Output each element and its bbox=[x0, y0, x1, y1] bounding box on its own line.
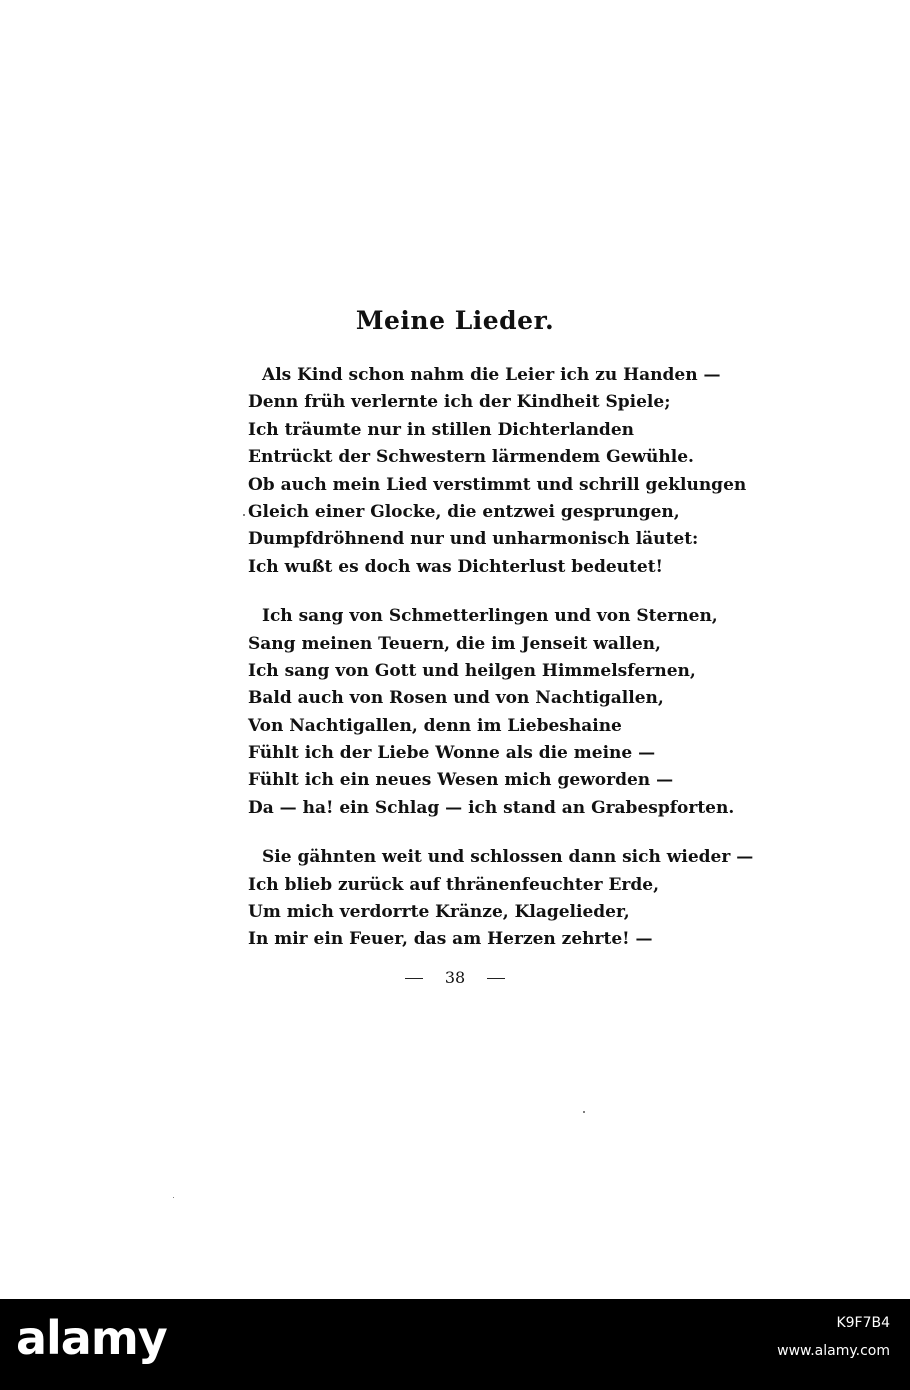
poem-line: Fühlt ich der Liebe Wonne als die meine — bbox=[248, 743, 656, 764]
poem-line: Sang meinen Teuern, die im Jenseit wallen, bbox=[248, 633, 661, 654]
page-number bbox=[0, 968, 910, 987]
scan-speck bbox=[173, 1197, 174, 1198]
poem-line: Ich sang von Gott und heilgen Himmelsfernen, bbox=[248, 660, 696, 681]
poem-line: In mir ein Feuer, das am Herzen zehrte! — bbox=[248, 929, 653, 950]
watermark-bar bbox=[0, 1299, 910, 1390]
watermark-logo: alamy bbox=[16, 1311, 167, 1365]
poem-line: Dumpfdröhnend nur und unharmonisch läutet: bbox=[248, 529, 699, 550]
poem-line: Ich sang von Schmetterlingen und von Sternen, bbox=[262, 606, 718, 627]
page-number-left-dash bbox=[405, 978, 423, 980]
poem-line: Von Nachtigallen, denn im Liebeshaine bbox=[248, 715, 622, 736]
poem-line: Ich träumte nur in stillen Dichterlanden bbox=[248, 419, 634, 440]
poem-line: Ob auch mein Lied verstimmt und schrill geklungen bbox=[248, 474, 747, 495]
page-number-right-dash bbox=[487, 978, 505, 980]
stanza-2 bbox=[248, 603, 735, 822]
scan-speck bbox=[583, 1111, 585, 1113]
stanza-3 bbox=[248, 844, 754, 954]
poem-line: Ich wußt es doch was Dichterlust bedeutet! bbox=[248, 556, 664, 577]
watermark-image-code: K9F7B4 bbox=[836, 1315, 890, 1331]
poem-line: Entrückt der Schwestern lärmendem Gewühle. bbox=[248, 447, 694, 468]
poem-body bbox=[248, 362, 754, 976]
stanza-1 bbox=[248, 362, 747, 581]
poem-line: Denn früh verlernte ich der Kindheit Spiele; bbox=[248, 392, 671, 413]
poem-line: Gleich einer Glocke, die entzwei gesprungen, bbox=[248, 501, 680, 522]
poem-line: Sie gähnten weit und schlossen dann sich wieder — bbox=[262, 847, 754, 868]
watermark-url: www.alamy.com bbox=[777, 1343, 890, 1359]
poem-line: Um mich verdorrte Kränze, Klagelieder, bbox=[248, 902, 630, 923]
page-number-value: 38 bbox=[444, 968, 466, 987]
poem-line: Als Kind schon nahm die Leier ich zu Handen — bbox=[262, 365, 721, 385]
poem-line: Da — ha! ein Schlag — ich stand an Grabespforten. bbox=[248, 797, 735, 818]
scan-speck bbox=[243, 514, 245, 516]
poem-line: Bald auch von Rosen und von Nachtigallen, bbox=[248, 688, 664, 709]
poem-line: Ich blieb zurück auf thränenfeuchter Erde, bbox=[248, 874, 659, 895]
poem-title: Meine Lieder. bbox=[355, 306, 555, 335]
poem-line: Fühlt ich ein neues Wesen mich geworden — bbox=[248, 770, 674, 791]
